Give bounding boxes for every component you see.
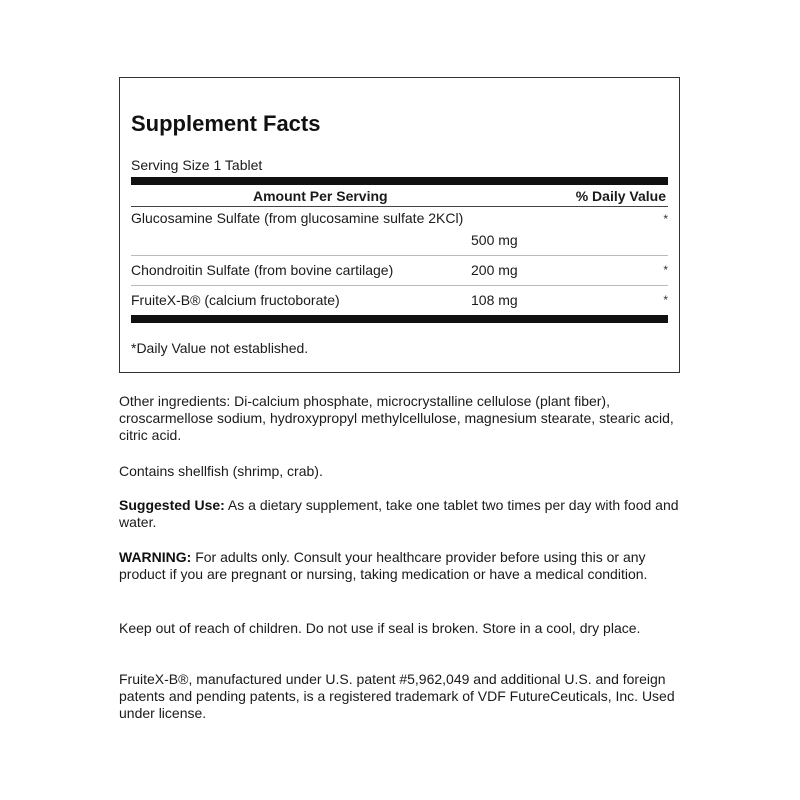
suggested-use-text: As a dietary supplement, take one tablet two times per day with food and water. [119, 497, 679, 530]
facts-header-row [131, 187, 668, 205]
nutrient-name: Glucosamine Sulfate (from glucosamine sulfate 2KCl) [131, 210, 464, 226]
header-daily-value: % Daily Value [575, 188, 666, 204]
warning-text: For adults only. Consult your healthcare provider before using this or any product if you are pregnant or nursing, taking medication or have a medical condition. [119, 549, 648, 582]
other-ingredients: Other ingredients: Di-calcium phosphate, microcrystalline cellulose (plant fiber), croscarmellose sodium, hydroxypropyl methylcellulose, magnesium stearate, stearic acid, citric acid. [119, 393, 674, 443]
nutrient-amount: 500 mg [471, 232, 518, 248]
nutrient-daily-value: * [663, 263, 668, 277]
nutrient-daily-value: * [663, 293, 668, 307]
supplement-facts-panel [119, 77, 680, 373]
storage-instructions: Keep out of reach of children. Do not use if seal is broken. Store in a cool, dry place. [119, 620, 641, 636]
serving-size: Serving Size 1 Tablet [131, 157, 263, 173]
nutrient-daily-value: * [663, 212, 668, 226]
warning [119, 549, 689, 583]
nutrient-name: Chondroitin Sulfate (from bovine cartilage) [131, 262, 394, 278]
nutrient-name: FruiteX-B® (calcium fructoborate) [131, 292, 340, 308]
suggested-use-label: Suggested Use: [119, 497, 225, 513]
thick-divider-bottom [131, 315, 668, 323]
header-amount-per-serving: Amount Per Serving [253, 188, 388, 204]
nutrient-amount: 200 mg [471, 262, 518, 278]
thick-divider-top [131, 177, 668, 185]
trademark-notice: FruiteX-B®, manufactured under U.S. patent #5,962,049 and additional U.S. and foreign patents and pending patents, is a registered trademark of VDF FutureCeuticals, Inc. Used under license. [119, 671, 675, 721]
row-divider [131, 255, 668, 256]
suggested-use [119, 497, 689, 531]
nutrient-amount: 108 mg [471, 292, 518, 308]
supplement-facts-title: Supplement Facts [131, 111, 321, 136]
daily-value-footnote: *Daily Value not established. [131, 340, 309, 356]
header-divider [131, 206, 668, 207]
allergen-statement: Contains shellfish (shrimp, crab). [119, 463, 323, 479]
supplement-facts-content [131, 78, 668, 372]
warning-label: WARNING: [119, 549, 192, 565]
row-divider [131, 285, 668, 286]
